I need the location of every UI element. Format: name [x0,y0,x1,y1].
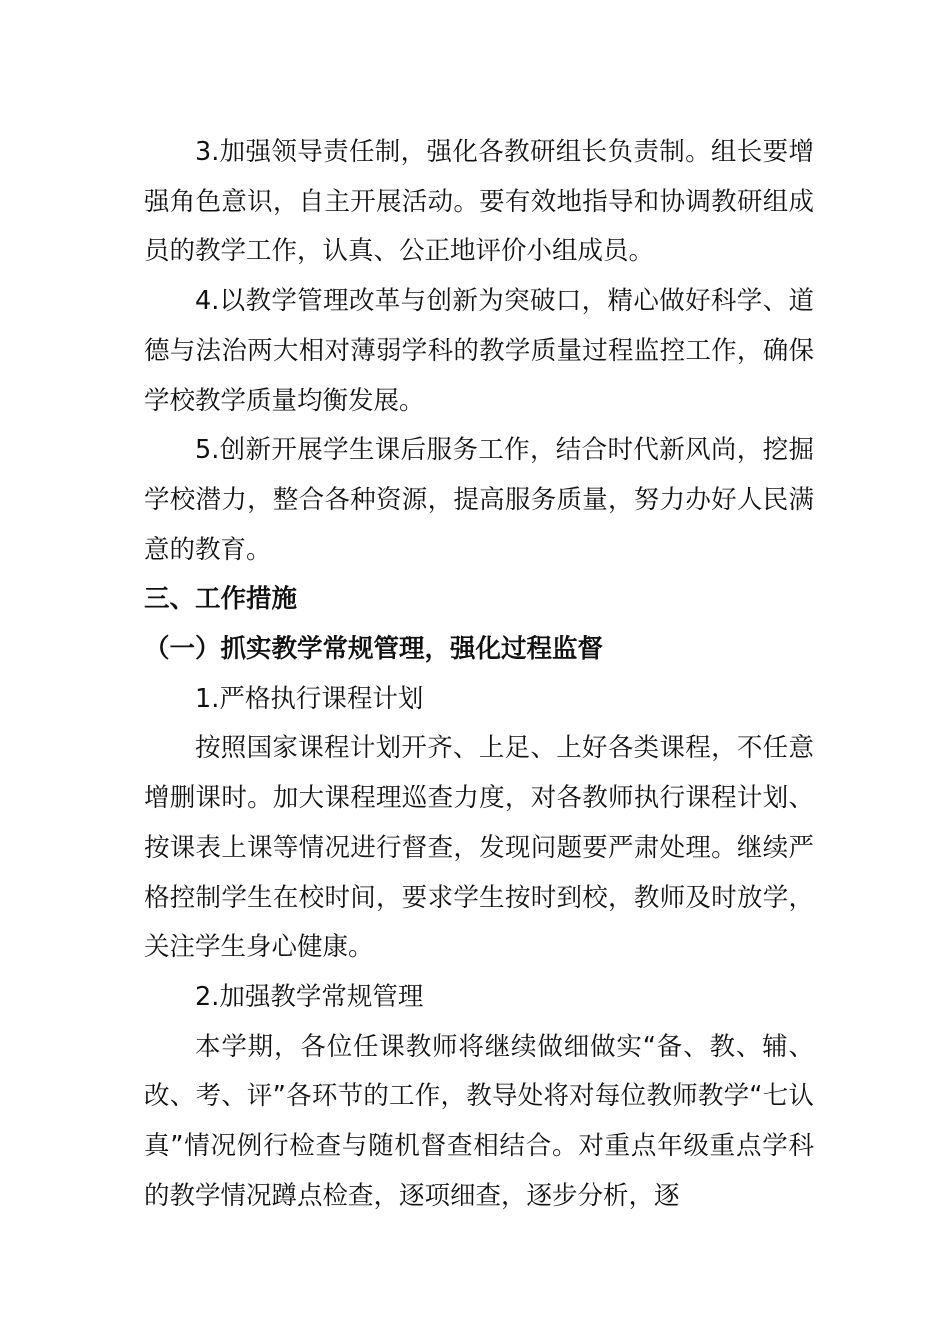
paragraph-item-5: 5.创新开展学生课后服务工作，结合时代新风尚，挖掘学校潜力，整合各种资源，提高服务质量，努力办好人民满意的教育。 [144,435,814,565]
subsection-heading: （一）抓实教学常规管理，强化过程监督 [144,634,604,665]
item-heading-1: 1.严格执行课程计划 [195,683,424,714]
paragraph-routine-management: 本学期，各位任课教师将继续做细做实“备、教、辅、改、考、评”各环节的工作，教导处将对每位教师教学“七认真”情况例行检查与随机督查相结合。对重点年级重点学科的教学情况蹲点检查，逐项细查，逐步分析，逐 [144,1031,814,1211]
paragraph-item-3: 3.加强领导责任制，强化各教研组长负责制。组长要增强角色意识，自主开展活动。要有效地指导和协调教研组成员的教学工作，认真、公正地评价小组成员。 [144,137,814,267]
paragraph-curriculum: 按照国家课程计划开齐、上足、上好各类课程，不任意增删课时。加大课程理巡查力度，对各教师执行课程计划、按课表上课等情况进行督查，发现问题要严肃处理。继续严格控制学生在校时间，要求学生按时到校，教师及时放学，关注学生身心健康。 [144,733,814,963]
document-body [144,128,814,1221]
item-heading-2: 2.加强教学常规管理 [195,981,424,1012]
paragraph-item-4: 4.以教学管理改革与创新为突破口，精心做好科学、道德与法治两大相对薄弱学科的教学质量过程监控工作，确保学校教学质量均衡发展。 [144,286,814,416]
section-heading: 三、工作措施 [144,584,298,615]
